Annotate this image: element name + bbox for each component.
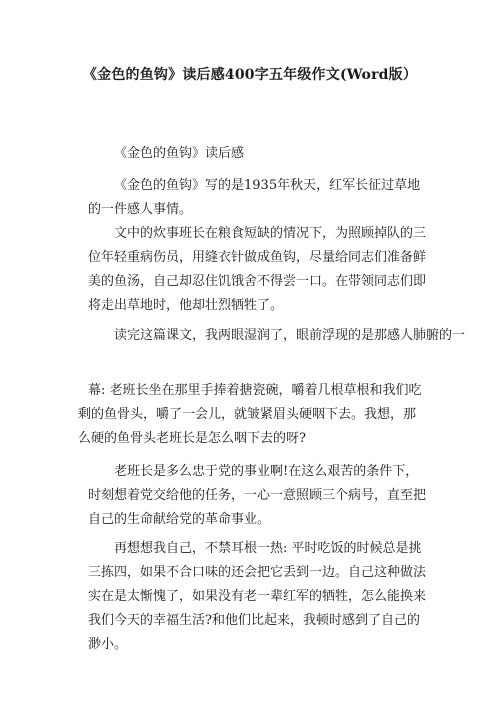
paragraph-story: 文中的炊事班长在粮食短缺的情况下，为照顾掉队的三位年轻重病伤员，用缝衣针做成鱼钩，尽量给同志们准备鲜美的鱼汤，自己却忍住饥饿舍不得尝一口。在带领同志们即将走出草地时，他却壮烈牺牲了。 — [88, 226, 427, 313]
paragraph-intro: 《金色的鱼钩》写的是1935年秋天，红军长征过草地的一件感人事情。 — [88, 178, 421, 217]
paragraph-reflection: 再想想我自己，不禁耳根一热: 平时吃饭的时候总是挑三拣四，如果不合口味的还会把它丢到一边。自己这种做法实在是太惭愧了，如果没有老一辈红军的牺牲，怎么能换来我们今天的幸福生活?和他们比起来，我顿时感到了自己的渺小。 — [88, 541, 427, 652]
paragraph-scene: 幕: 老班长坐在那里手捧着搪瓷碗，嚼着几根草根和我们吃剩的鱼骨头，嚼了一会儿，就皱紧眉头硬咽下去。我想，那么硬的鱼骨头老班长是怎么咽下去的呀? — [78, 383, 422, 446]
document-title: 《金色的鱼钩》读后感400字五年级作文(Word版） — [82, 67, 418, 83]
paragraph-loyalty: 老班长是多么忠于党的事业啊!在这么艰苦的条件下，时刻想着党交给他的任务，一心一意照顾三个病号，直至把自己的生命献给党的革命事业。 — [88, 464, 427, 527]
paragraph-heading: 《金色的鱼钩》读后感 — [114, 146, 245, 161]
paragraph-reading: 读完这篇课文，我两眼湿润了，眼前浮现的是那感人肺腑的一 — [114, 328, 466, 343]
